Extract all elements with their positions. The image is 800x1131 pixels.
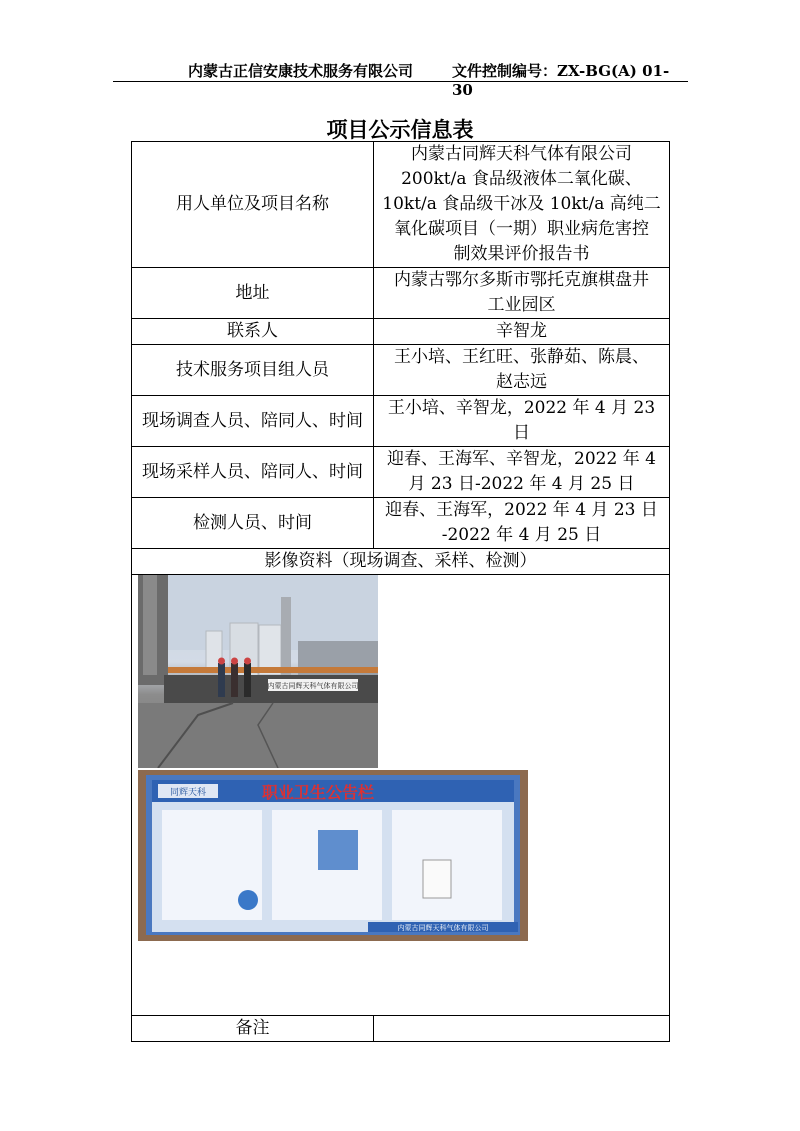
row-label: 现场采样人员、陪同人、时间 [132,447,374,498]
row-value [374,142,670,268]
row-label: 现场调查人员、陪同人、时间 [132,396,374,447]
header-file-control: 文件控制编号：ZX-BG(A) 01-30 [452,62,670,99]
bulletin-brand: 同辉天科 [169,788,207,798]
media-heading: 影像资料（现场调查、采样、检测） [132,549,670,575]
document-title: 项目公示信息表 [326,117,474,142]
row-value-line: 工业园区 [487,295,556,315]
row-value-line: 月 23 日-2022 年 4 月 25 日 [408,474,635,494]
bulletin-title: 职业卫生公告栏 [261,783,375,802]
row-value-line: 制效果评价报告书 [453,244,590,264]
row-value-line: 迎春、王海军，2022 年 4 月 23 日 [385,500,658,520]
info-row [132,319,670,345]
row-value-line: 王小培、辛智龙，2022 年 4 月 23 [387,398,656,418]
site-sign-text: 内蒙古同辉天科气体有限公司 [267,682,359,690]
row-value-line: 迎春、王海军、辛智龙，2022 年 4 [387,449,656,469]
bulletin-footer: 内蒙古同辉天科气体有限公司 [397,924,489,932]
row-value-line: 氧化碳项目（一期）职业病危害控 [394,219,649,239]
info-rows [132,142,670,549]
row-label: 地址 [132,268,374,319]
info-table [131,141,670,1042]
row-value-line: 200kt/a 食品级液体二氧化碳、 [401,169,642,189]
row-label: 检测人员、时间 [132,498,374,549]
site-photo [138,575,378,768]
row-value [374,319,670,345]
info-row [132,396,670,447]
info-row [132,447,670,498]
row-value-line: 王小培、王红旺、张静茹、陈晨、 [394,347,649,367]
row-label: 技术服务项目组人员 [132,345,374,396]
row-value [374,498,670,549]
row-label: 用人单位及项目名称 [132,142,374,268]
media-heading-row [132,549,670,575]
info-row [132,142,670,268]
row-value-line: 辛智龙 [496,321,547,341]
page-header [118,60,688,99]
header-rule [113,81,688,82]
row-value [374,268,670,319]
header-company: 内蒙古正信安康技术服务有限公司 [188,62,414,80]
remark-label: 备注 [132,1016,374,1042]
media-row [132,575,670,1016]
row-value-line: 内蒙古同辉天科气体有限公司 [411,144,632,164]
info-row [132,268,670,319]
row-label: 联系人 [132,319,374,345]
row-value [374,345,670,396]
bulletin-board-photo [138,770,528,941]
row-value [374,447,670,498]
row-value-line: 10kt/a 食品级干冰及 10kt/a 高纯二 [382,194,661,214]
remark-row [132,1016,670,1042]
row-value-line: 日 [513,423,530,443]
info-row [132,345,670,396]
row-value-line: 内蒙古鄂尔多斯市鄂托克旗棋盘井 [394,270,649,290]
media-cell [132,575,670,1016]
row-value [374,396,670,447]
remark-value [374,1016,670,1042]
row-value-line: 赵志远 [496,372,547,392]
row-value-line: -2022 年 4 月 25 日 [441,525,602,545]
info-row [132,498,670,549]
